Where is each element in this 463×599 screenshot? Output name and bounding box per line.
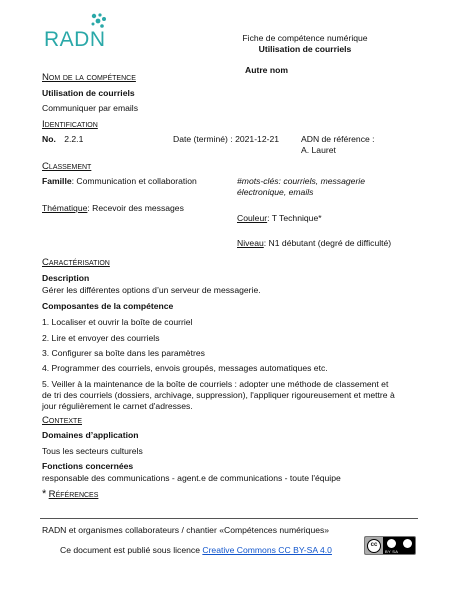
thematique-label: Thématique bbox=[42, 203, 88, 213]
references-marker: * bbox=[42, 488, 47, 500]
composante-item: 5. Veiller à la maintenance de la boîte de courriels : adopter une méthode de classement et bbox=[42, 379, 389, 389]
by-icon bbox=[387, 539, 396, 548]
number-label: No. bbox=[42, 134, 56, 144]
composante-item: 2. Lire et envoyer des courriels bbox=[42, 333, 160, 343]
completion-date: Date (terminé) : 2021-12-21 bbox=[173, 134, 280, 144]
radn-logo bbox=[40, 12, 130, 52]
cc-logo-icon: cc bbox=[367, 539, 381, 553]
niveau-field bbox=[237, 238, 391, 249]
thematique-field bbox=[42, 203, 184, 214]
fonctions-label: Fonctions concernées bbox=[42, 461, 134, 471]
cc-attribution-icons bbox=[385, 539, 415, 549]
adn-reference-label: ADN de référence : bbox=[301, 134, 375, 144]
keywords-line-2: électronique, emails bbox=[237, 187, 314, 197]
couleur-field bbox=[237, 213, 322, 224]
description-text: Gérer les différentes options d’un serveur de messagerie. bbox=[42, 285, 261, 295]
section-heading-identification: Identification bbox=[42, 119, 98, 130]
famille-field bbox=[42, 176, 197, 187]
fonctions-text: responsable des communications - agent.e de communications - toute l'équipe bbox=[42, 473, 341, 483]
license-link[interactable]: Creative Commons CC BY-SA 4.0 bbox=[202, 545, 332, 555]
keywords-line-1: #mots-clés: courriels, messagerie bbox=[237, 176, 365, 186]
domaines-text: Tous les secteurs culturels bbox=[42, 446, 143, 456]
couleur-label: Couleur bbox=[237, 213, 268, 223]
thematique-value: : Recevoir des messages bbox=[87, 203, 184, 213]
logo-text: RADN bbox=[44, 28, 106, 51]
composante-item: 4. Programmer des courriels, envois groupés, messages automatiques etc. bbox=[42, 363, 328, 373]
section-heading-caracterisation: Caractérisation bbox=[42, 257, 110, 268]
document-subtitle: Utilisation de courriels bbox=[258, 44, 352, 54]
section-heading-nom: Nom de la compétence bbox=[42, 72, 136, 83]
cc-badge-left bbox=[365, 537, 383, 555]
footer-license bbox=[60, 545, 332, 556]
footer-divider bbox=[40, 518, 418, 519]
niveau-label: Niveau bbox=[237, 238, 264, 248]
famille-label: Famille bbox=[42, 176, 72, 186]
number-value: 2.2.1 bbox=[64, 134, 84, 144]
sa-icon bbox=[403, 539, 412, 548]
competence-name: Utilisation de courriels bbox=[42, 88, 135, 98]
domaines-label: Domaines d’application bbox=[42, 430, 139, 440]
footer-collaborators: RADN et organismes collaborateurs / chantier «Compétences numériques» bbox=[42, 525, 330, 535]
references-heading bbox=[42, 488, 98, 502]
description-label: Description bbox=[42, 273, 90, 283]
references-title: Références bbox=[48, 489, 99, 500]
composante-item: 3. Configurer sa boîte dans les paramètres bbox=[42, 348, 205, 358]
autre-nom-label: Autre nom bbox=[245, 65, 288, 75]
cc-badge-text: BY SA bbox=[385, 549, 399, 554]
composante-item-continued: jour régulièrement le carnet d'adresses. bbox=[42, 401, 193, 411]
license-prefix: Ce document est publié sous licence bbox=[60, 545, 200, 555]
couleur-value: : T Technique* bbox=[267, 213, 322, 223]
adn-reference-value: A. Lauret bbox=[301, 145, 336, 155]
composante-item: 1. Localiser et ouvrir la boîte de courriel bbox=[42, 317, 193, 327]
composante-item-continued: de tri des courriels (dossiers, archivage, suppression), l'appliquer rigoureusement et mettre à bbox=[42, 390, 395, 400]
competence-number bbox=[42, 134, 83, 145]
composantes-label: Composantes de la compétence bbox=[42, 301, 174, 311]
section-heading-classement: Classement bbox=[42, 161, 92, 172]
section-heading-contexte: Contexte bbox=[42, 415, 82, 426]
famille-value: : Communication et collaboration bbox=[71, 176, 197, 186]
cc-by-sa-badge[interactable] bbox=[364, 536, 416, 555]
niveau-value: : N1 débutant (degré de difficulté) bbox=[263, 238, 392, 248]
document-title: Fiche de compétence numérique bbox=[242, 33, 368, 43]
competence-alias: Communiquer par emails bbox=[42, 103, 138, 113]
